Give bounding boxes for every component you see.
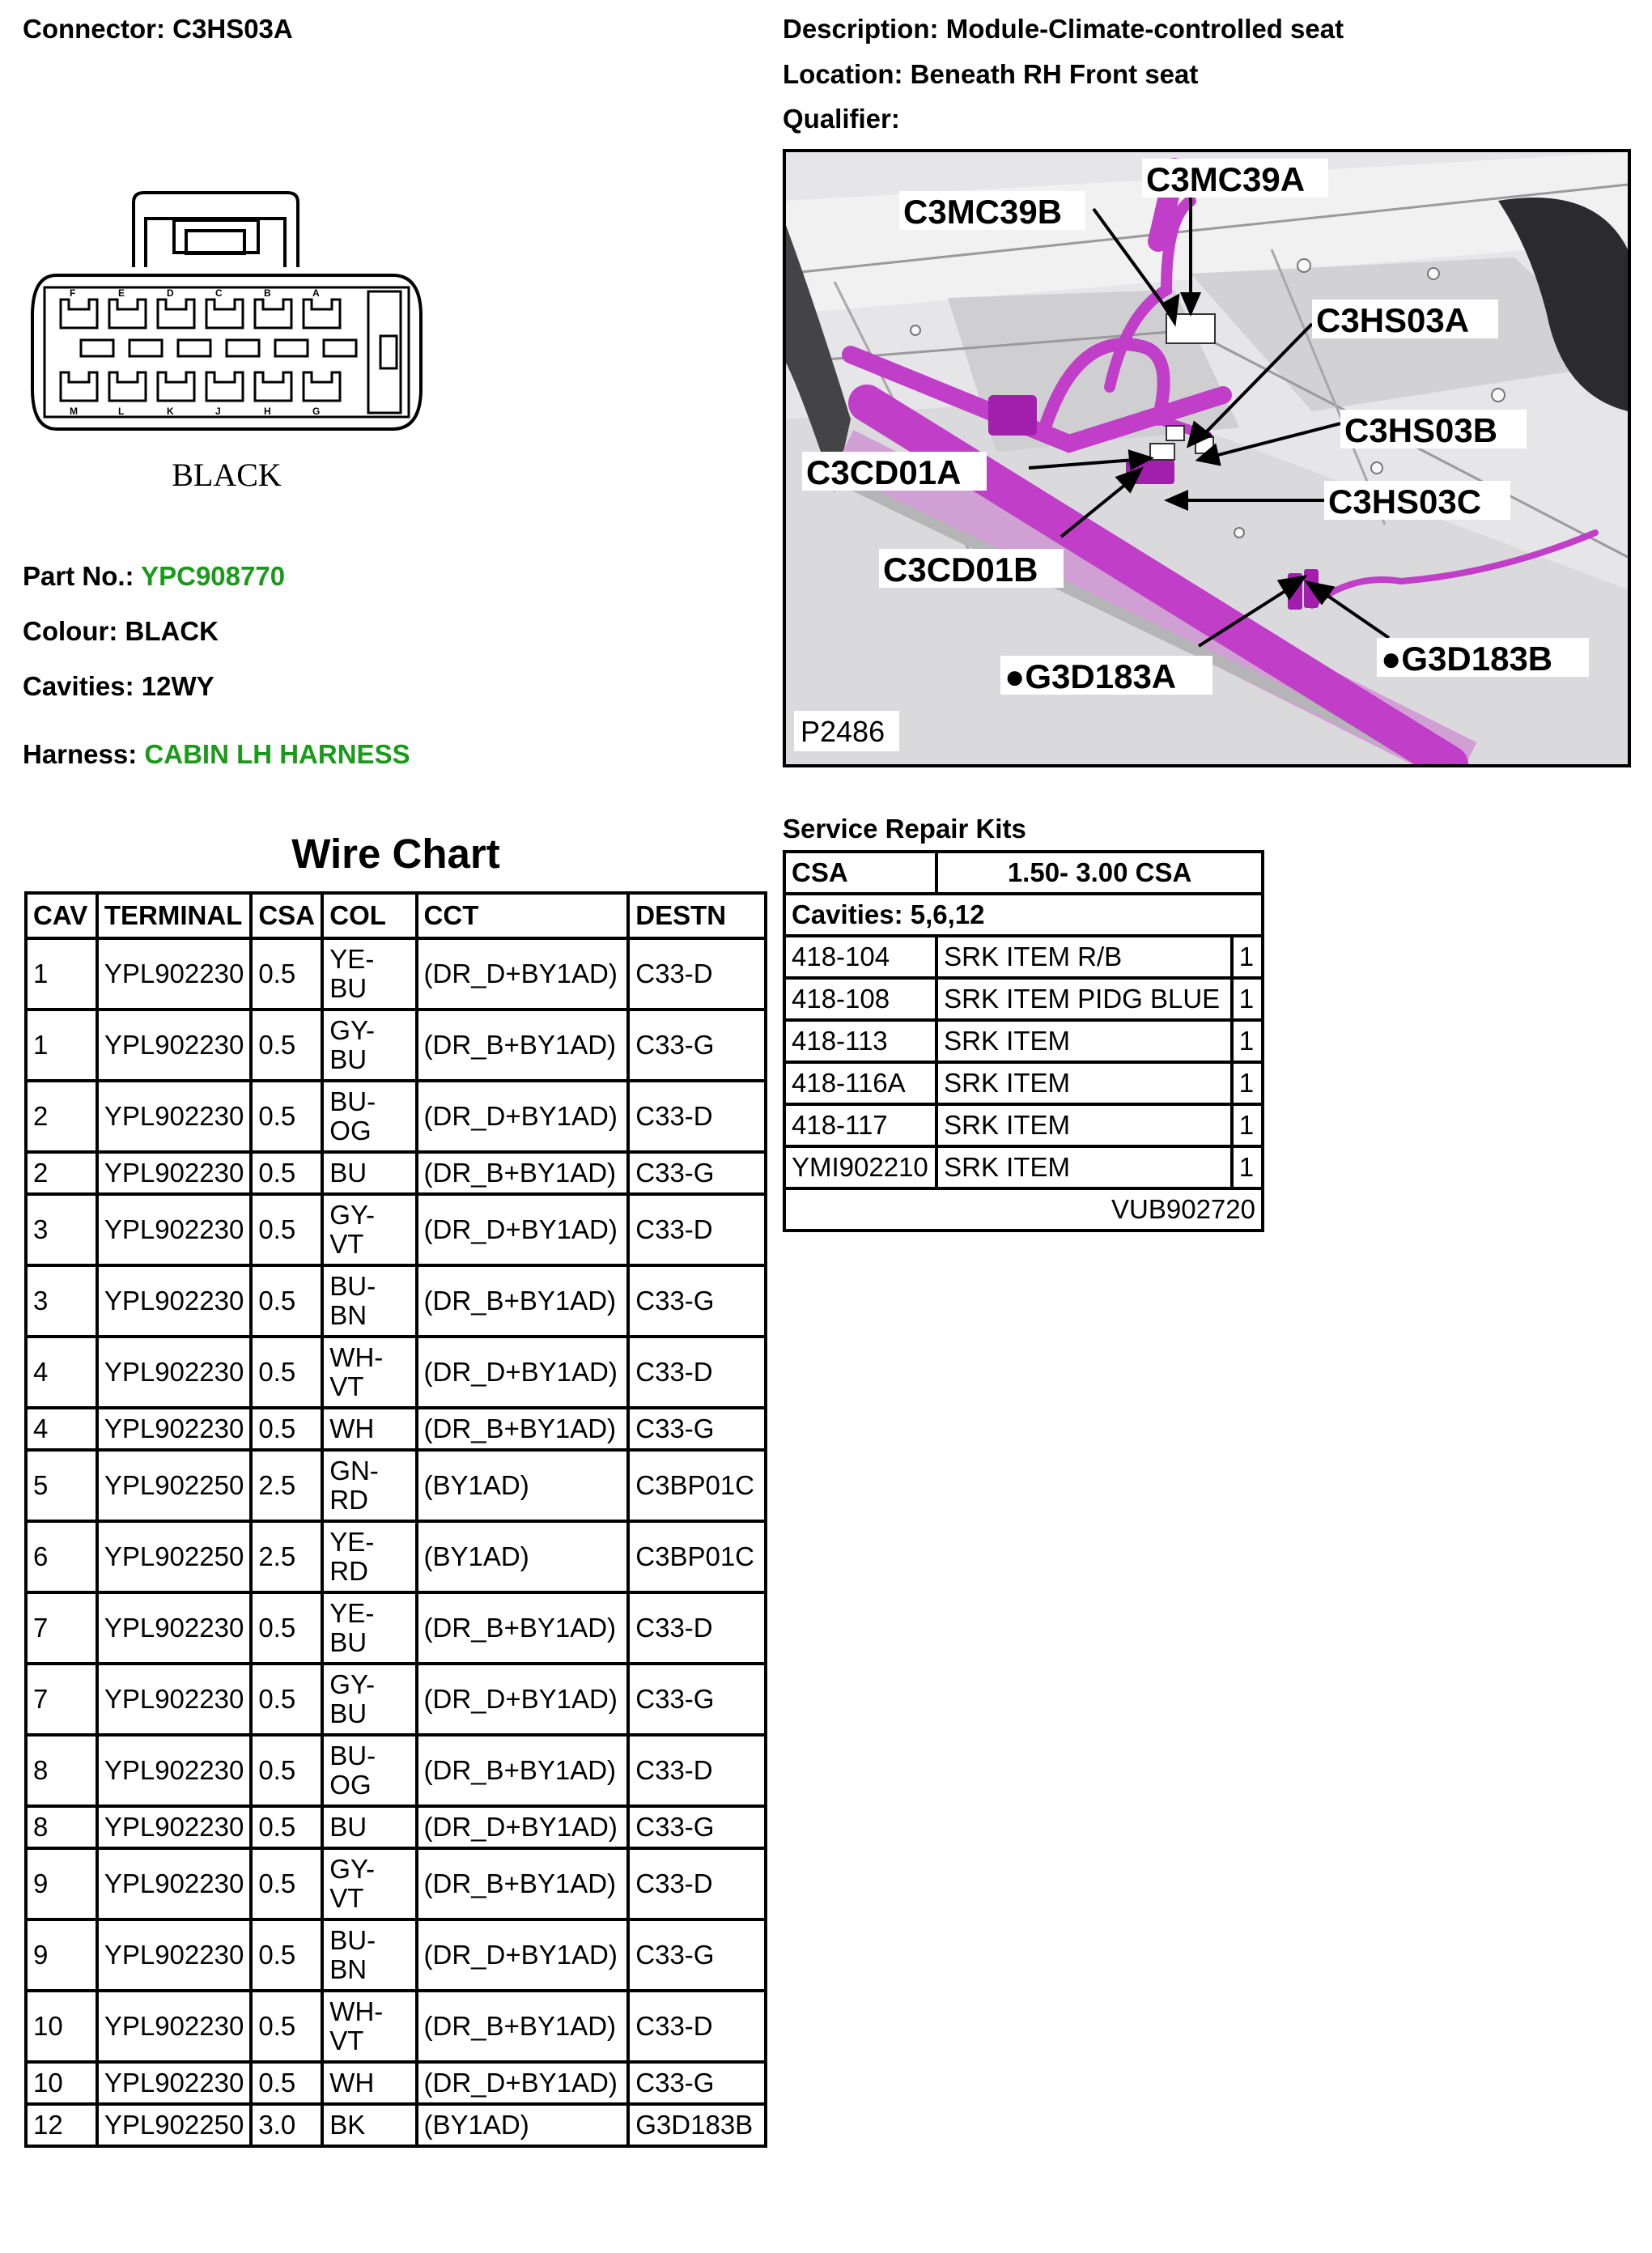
wire-cell-destn: C33-D (628, 1081, 766, 1152)
wire-cell-col: GY- VT (322, 1848, 416, 1919)
wire-cell-cav: 3 (26, 1194, 97, 1265)
wire-cell-csa: 0.5 (251, 1664, 322, 1735)
wire-cell-destn: C33-G (628, 1408, 766, 1450)
wire-cell-cav: 6 (26, 1521, 97, 1592)
location-photo (783, 149, 1631, 767)
wire-cell-csa: 0.5 (251, 1919, 322, 1991)
callout-c3mc39a: C3MC39A (1146, 160, 1306, 198)
wire-cell-cct: (DR_B+BY1AD) (417, 1991, 629, 2062)
kit-cell-qty: 1 (1232, 936, 1263, 978)
wire-cell-destn: C33-G (628, 1806, 766, 1848)
wire-chart-title: Wire Chart (291, 831, 500, 877)
wire-cell-cav: 8 (26, 1735, 97, 1806)
wire-chart-header-row (26, 893, 766, 938)
cavity-letter: L (118, 406, 125, 417)
wire-cell-csa: 2.5 (251, 1521, 322, 1592)
wire-cell-col: YE- BU (322, 938, 416, 1010)
wire-cell-cav: 2 (26, 1081, 97, 1152)
wire-cell-col: BU (322, 1806, 416, 1848)
cavity-letter: D (167, 287, 174, 299)
wire-cell-cct: (DR_B+BY1AD) (417, 1848, 629, 1919)
wire-cell-terminal: YPL902230 (97, 1991, 252, 2062)
wire-cell-csa: 0.5 (251, 1408, 322, 1450)
wire-cell-destn: C3BP01C (628, 1521, 766, 1592)
wire-cell-terminal: YPL902230 (97, 1081, 252, 1152)
wire-cell-col: BU- OG (322, 1081, 416, 1152)
kit-cavities: Cavities: 5,6,12 (784, 894, 1263, 936)
wire-row (26, 1152, 766, 1194)
wire-cell-cct: (DR_D+BY1AD) (417, 1081, 629, 1152)
kit-footer-code: VUB902720 (784, 1188, 1263, 1231)
wire-cell-terminal: YPL902250 (97, 2104, 252, 2146)
wire-cell-col: BU- BN (322, 1919, 416, 1991)
wire-cell-csa: 0.5 (251, 1592, 322, 1664)
wire-row (26, 1337, 766, 1408)
wire-cell-cav: 1 (26, 938, 97, 1010)
wire-cell-terminal: YPL902230 (97, 1408, 252, 1450)
kit-cell-code: YMI902210 (784, 1146, 936, 1188)
wire-row (26, 1081, 766, 1152)
kit-cell-qty: 1 (1232, 1020, 1263, 1062)
kit-cell-qty: 1 (1232, 1062, 1263, 1104)
wire-cell-col: BU- BN (322, 1265, 416, 1337)
kit-csa-range: 1.50- 3.00 CSA (936, 852, 1263, 894)
wire-cell-cav: 8 (26, 1806, 97, 1848)
wire-cell-col: YE- BU (322, 1592, 416, 1664)
wire-row (26, 1735, 766, 1806)
kit-row (784, 1146, 1263, 1188)
wire-cell-csa: 0.5 (251, 1265, 322, 1337)
harness-value: CABIN LH HARNESS (144, 739, 410, 769)
wire-cell-csa: 0.5 (251, 1010, 322, 1081)
callout-c3mc39b: C3MC39B (903, 193, 1063, 231)
wire-cell-cav: 7 (26, 1592, 97, 1664)
middle-slot-row (81, 340, 356, 356)
wire-cell-terminal: YPL902230 (97, 1664, 252, 1735)
wire-cell-col: GY- VT (322, 1194, 416, 1265)
wire-cell-cct: (BY1AD) (417, 1450, 629, 1521)
cavity-letter: H (264, 406, 271, 417)
connector-id: C3HS03A (172, 14, 293, 44)
wire-cell-col: BU- OG (322, 1735, 416, 1806)
wire-cell-terminal: YPL902230 (97, 1194, 252, 1265)
wire-cell-csa: 0.5 (251, 1991, 322, 2062)
wire-cell-col: BK (322, 2104, 416, 2146)
kit-row (784, 936, 1263, 978)
wire-cell-csa: 0.5 (251, 1194, 322, 1265)
wire-cell-terminal: YPL902230 (97, 2062, 252, 2104)
header-csa: CSA (251, 893, 322, 938)
wire-row (26, 1265, 766, 1337)
wire-cell-col: YE- RD (322, 1521, 416, 1592)
wire-row (26, 1592, 766, 1664)
wire-row (26, 1806, 766, 1848)
wire-cell-cav: 10 (26, 2062, 97, 2104)
callout-c3hs03a: C3HS03A (1316, 301, 1470, 339)
cavity-letter: E (118, 287, 125, 299)
service-repair-kits-table (783, 850, 1264, 1232)
wire-cell-terminal: YPL902230 (97, 1152, 252, 1194)
kit-cell-desc: SRK ITEM (936, 1020, 1232, 1062)
wire-cell-col: GY- BU (322, 1010, 416, 1081)
wire-cell-cav: 7 (26, 1664, 97, 1735)
qualifier-line (783, 104, 900, 134)
part-number-label: Part No.: (23, 561, 134, 591)
wire-row (26, 1521, 766, 1592)
header-destn: DESTN (628, 893, 766, 938)
header-cav: CAV (26, 893, 97, 938)
wire-cell-terminal: YPL902230 (97, 1919, 252, 1991)
wire-cell-destn: C33-D (628, 1592, 766, 1664)
wire-cell-destn: C33-G (628, 1664, 766, 1735)
service-repair-kits-title: Service Repair Kits (783, 814, 1026, 844)
cavity-letter: J (215, 406, 221, 417)
image-id: P2486 (801, 715, 885, 748)
wire-cell-terminal: YPL902230 (97, 1735, 252, 1806)
wire-cell-terminal: YPL902250 (97, 1521, 252, 1592)
kit-row (784, 1020, 1263, 1062)
part-number-line (23, 561, 285, 592)
location-line (783, 59, 1198, 90)
wire-cell-cct: (DR_D+BY1AD) (417, 938, 629, 1010)
part-number-value: YPC908770 (141, 561, 286, 591)
wire-cell-cct: (BY1AD) (417, 2104, 629, 2146)
wire-cell-destn: C3BP01C (628, 1450, 766, 1521)
wire-cell-col: GY- BU (322, 1664, 416, 1735)
wire-cell-cav: 10 (26, 1991, 97, 2062)
wire-cell-cav: 3 (26, 1265, 97, 1337)
connector-heading (23, 14, 293, 45)
kit-row (784, 1062, 1263, 1104)
wire-cell-csa: 0.5 (251, 1735, 322, 1806)
wire-cell-cct: (DR_D+BY1AD) (417, 1664, 629, 1735)
kit-cell-desc: SRK ITEM (936, 1062, 1232, 1104)
kit-cell-desc: SRK ITEM (936, 1104, 1232, 1146)
description-value: Module-Climate-controlled seat (945, 14, 1344, 44)
cavity-letter: M (70, 406, 78, 417)
kit-footer-row (784, 1188, 1263, 1231)
wire-cell-destn: C33-G (628, 1152, 766, 1194)
wire-cell-terminal: YPL902250 (97, 1450, 252, 1521)
bottom-cavity-row (61, 372, 340, 401)
wire-cell-cct: (DR_D+BY1AD) (417, 1919, 629, 1991)
wire-cell-cct: (DR_B+BY1AD) (417, 1735, 629, 1806)
kit-cell-code: 418-117 (784, 1104, 936, 1146)
kit-cell-desc: SRK ITEM PIDG BLUE (936, 978, 1232, 1020)
location-illustration (786, 152, 1628, 764)
cavity-letter: F (70, 287, 76, 299)
wire-cell-col: WH (322, 1408, 416, 1450)
callout-g3d183a: ●G3D183A (1004, 657, 1177, 695)
wire-cell-csa: 0.5 (251, 1337, 322, 1408)
wire-cell-csa: 0.5 (251, 1152, 322, 1194)
wire-cell-destn: C33-D (628, 1848, 766, 1919)
wire-cell-destn: C33-D (628, 938, 766, 1010)
wire-cell-cct: (DR_B+BY1AD) (417, 1010, 629, 1081)
wire-cell-destn: G3D183B (628, 2104, 766, 2146)
wire-cell-cct: (DR_D+BY1AD) (417, 1806, 629, 1848)
colour-value: BLACK (125, 616, 219, 646)
wire-cell-cct: (DR_B+BY1AD) (417, 1152, 629, 1194)
wire-cell-destn: C33-G (628, 1010, 766, 1081)
wire-cell-cct: (DR_D+BY1AD) (417, 1194, 629, 1265)
wire-cell-cct: (DR_B+BY1AD) (417, 1408, 629, 1450)
wire-row (26, 1664, 766, 1735)
wire-cell-csa: 0.5 (251, 1848, 322, 1919)
wire-cell-destn: C33-D (628, 1991, 766, 2062)
description-label: Description: (783, 14, 939, 44)
kit-cell-qty: 1 (1232, 978, 1263, 1020)
wire-cell-destn: C33-D (628, 1194, 766, 1265)
wire-cell-csa: 2.5 (251, 1450, 322, 1521)
cavity-letter: C (215, 287, 223, 299)
wire-cell-destn: C33-D (628, 1735, 766, 1806)
wire-row (26, 1919, 766, 1991)
header-terminal: TERMINAL (97, 893, 252, 938)
wire-cell-csa: 0.5 (251, 1081, 322, 1152)
connector-face-diagram (24, 186, 429, 510)
kit-cell-code: 418-104 (784, 936, 936, 978)
colour-line (23, 616, 219, 647)
wire-cell-csa: 0.5 (251, 1806, 322, 1848)
qualifier-label: Qualifier: (783, 104, 900, 134)
location-label: Location: (783, 59, 903, 89)
wire-cell-cav: 9 (26, 1919, 97, 1991)
wire-cell-col: BU (322, 1152, 416, 1194)
wire-row (26, 1848, 766, 1919)
wire-row (26, 938, 766, 1010)
wire-cell-terminal: YPL902230 (97, 1806, 252, 1848)
wire-cell-csa: 0.5 (251, 938, 322, 1010)
wire-row (26, 2062, 766, 2104)
kit-cavities-row (784, 894, 1263, 936)
header-col: COL (322, 893, 416, 938)
callout-g3d183b: ●G3D183B (1381, 640, 1553, 678)
wire-cell-col: GN- RD (322, 1450, 416, 1521)
kit-row (784, 978, 1263, 1020)
cavity-letter: K (167, 406, 174, 417)
wire-cell-destn: C33-G (628, 2062, 766, 2104)
header-cct: CCT (417, 893, 629, 938)
cavity-letter: B (264, 287, 271, 299)
cavities-line (23, 671, 214, 702)
wire-cell-col: WH (322, 2062, 416, 2104)
wire-cell-destn: C33-D (628, 1337, 766, 1408)
wire-cell-terminal: YPL902230 (97, 1848, 252, 1919)
wire-cell-cct: (DR_B+BY1AD) (417, 1592, 629, 1664)
kit-cell-code: 418-113 (784, 1020, 936, 1062)
kit-csa-label: CSA (784, 852, 936, 894)
cavity-letter: A (312, 287, 320, 299)
wire-cell-cav: 4 (26, 1408, 97, 1450)
kit-cell-qty: 1 (1232, 1146, 1263, 1188)
wire-cell-csa: 3.0 (251, 2104, 322, 2146)
harness-label: Harness: (23, 739, 138, 769)
callout-c3hs03c: C3HS03C (1328, 482, 1482, 521)
cavity-letter: G (312, 406, 321, 417)
wire-row (26, 1450, 766, 1521)
wire-cell-destn: C33-G (628, 1919, 766, 1991)
wire-cell-cct: (DR_D+BY1AD) (417, 1337, 629, 1408)
wire-row (26, 1408, 766, 1450)
kit-cell-code: 418-108 (784, 978, 936, 1020)
wire-row (26, 1010, 766, 1081)
wire-cell-cav: 9 (26, 1848, 97, 1919)
description-line (783, 14, 1344, 45)
colour-label: Colour: (23, 616, 118, 646)
wire-cell-terminal: YPL902230 (97, 1592, 252, 1664)
wire-cell-terminal: YPL902230 (97, 1337, 252, 1408)
connector-colour-label: BLACK (172, 457, 282, 493)
wire-cell-col: WH- VT (322, 1337, 416, 1408)
wire-chart-body (26, 938, 766, 2146)
wire-cell-cct: (BY1AD) (417, 1521, 629, 1592)
wire-cell-destn: C33-G (628, 1265, 766, 1337)
wire-cell-cct: (DR_D+BY1AD) (417, 2062, 629, 2104)
cavities-value: 12WY (141, 671, 214, 701)
callout-c3cd01a: C3CD01A (806, 453, 962, 491)
kit-cell-code: 418-116A (784, 1062, 936, 1104)
wire-cell-terminal: YPL902230 (97, 938, 252, 1010)
wire-row (26, 2104, 766, 2146)
top-cavity-row (61, 300, 340, 328)
wire-row (26, 1991, 766, 2062)
location-value: Beneath RH Front seat (910, 59, 1199, 89)
harness-line (23, 739, 410, 770)
kit-csa-row (784, 852, 1263, 894)
callout-c3cd01b: C3CD01B (883, 550, 1038, 589)
wire-cell-cct: (DR_B+BY1AD) (417, 1265, 629, 1337)
wire-cell-cav: 5 (26, 1450, 97, 1521)
cavities-label: Cavities: (23, 671, 134, 701)
callout-c3hs03b: C3HS03B (1344, 411, 1498, 449)
wire-cell-terminal: YPL902230 (97, 1265, 252, 1337)
wire-chart-table (24, 891, 767, 2148)
wire-cell-cav: 12 (26, 2104, 97, 2146)
wire-cell-cav: 1 (26, 1010, 97, 1081)
connector-label: Connector: (23, 14, 165, 44)
wire-cell-cav: 2 (26, 1152, 97, 1194)
wire-cell-col: WH- VT (322, 1991, 416, 2062)
kit-row (784, 1104, 1263, 1146)
kit-cell-desc: SRK ITEM (936, 1146, 1232, 1188)
kit-cell-qty: 1 (1232, 1104, 1263, 1146)
wire-cell-csa: 0.5 (251, 2062, 322, 2104)
wire-row (26, 1194, 766, 1265)
wire-cell-cav: 4 (26, 1337, 97, 1408)
wire-cell-terminal: YPL902230 (97, 1010, 252, 1081)
kit-cell-desc: SRK ITEM R/B (936, 936, 1232, 978)
